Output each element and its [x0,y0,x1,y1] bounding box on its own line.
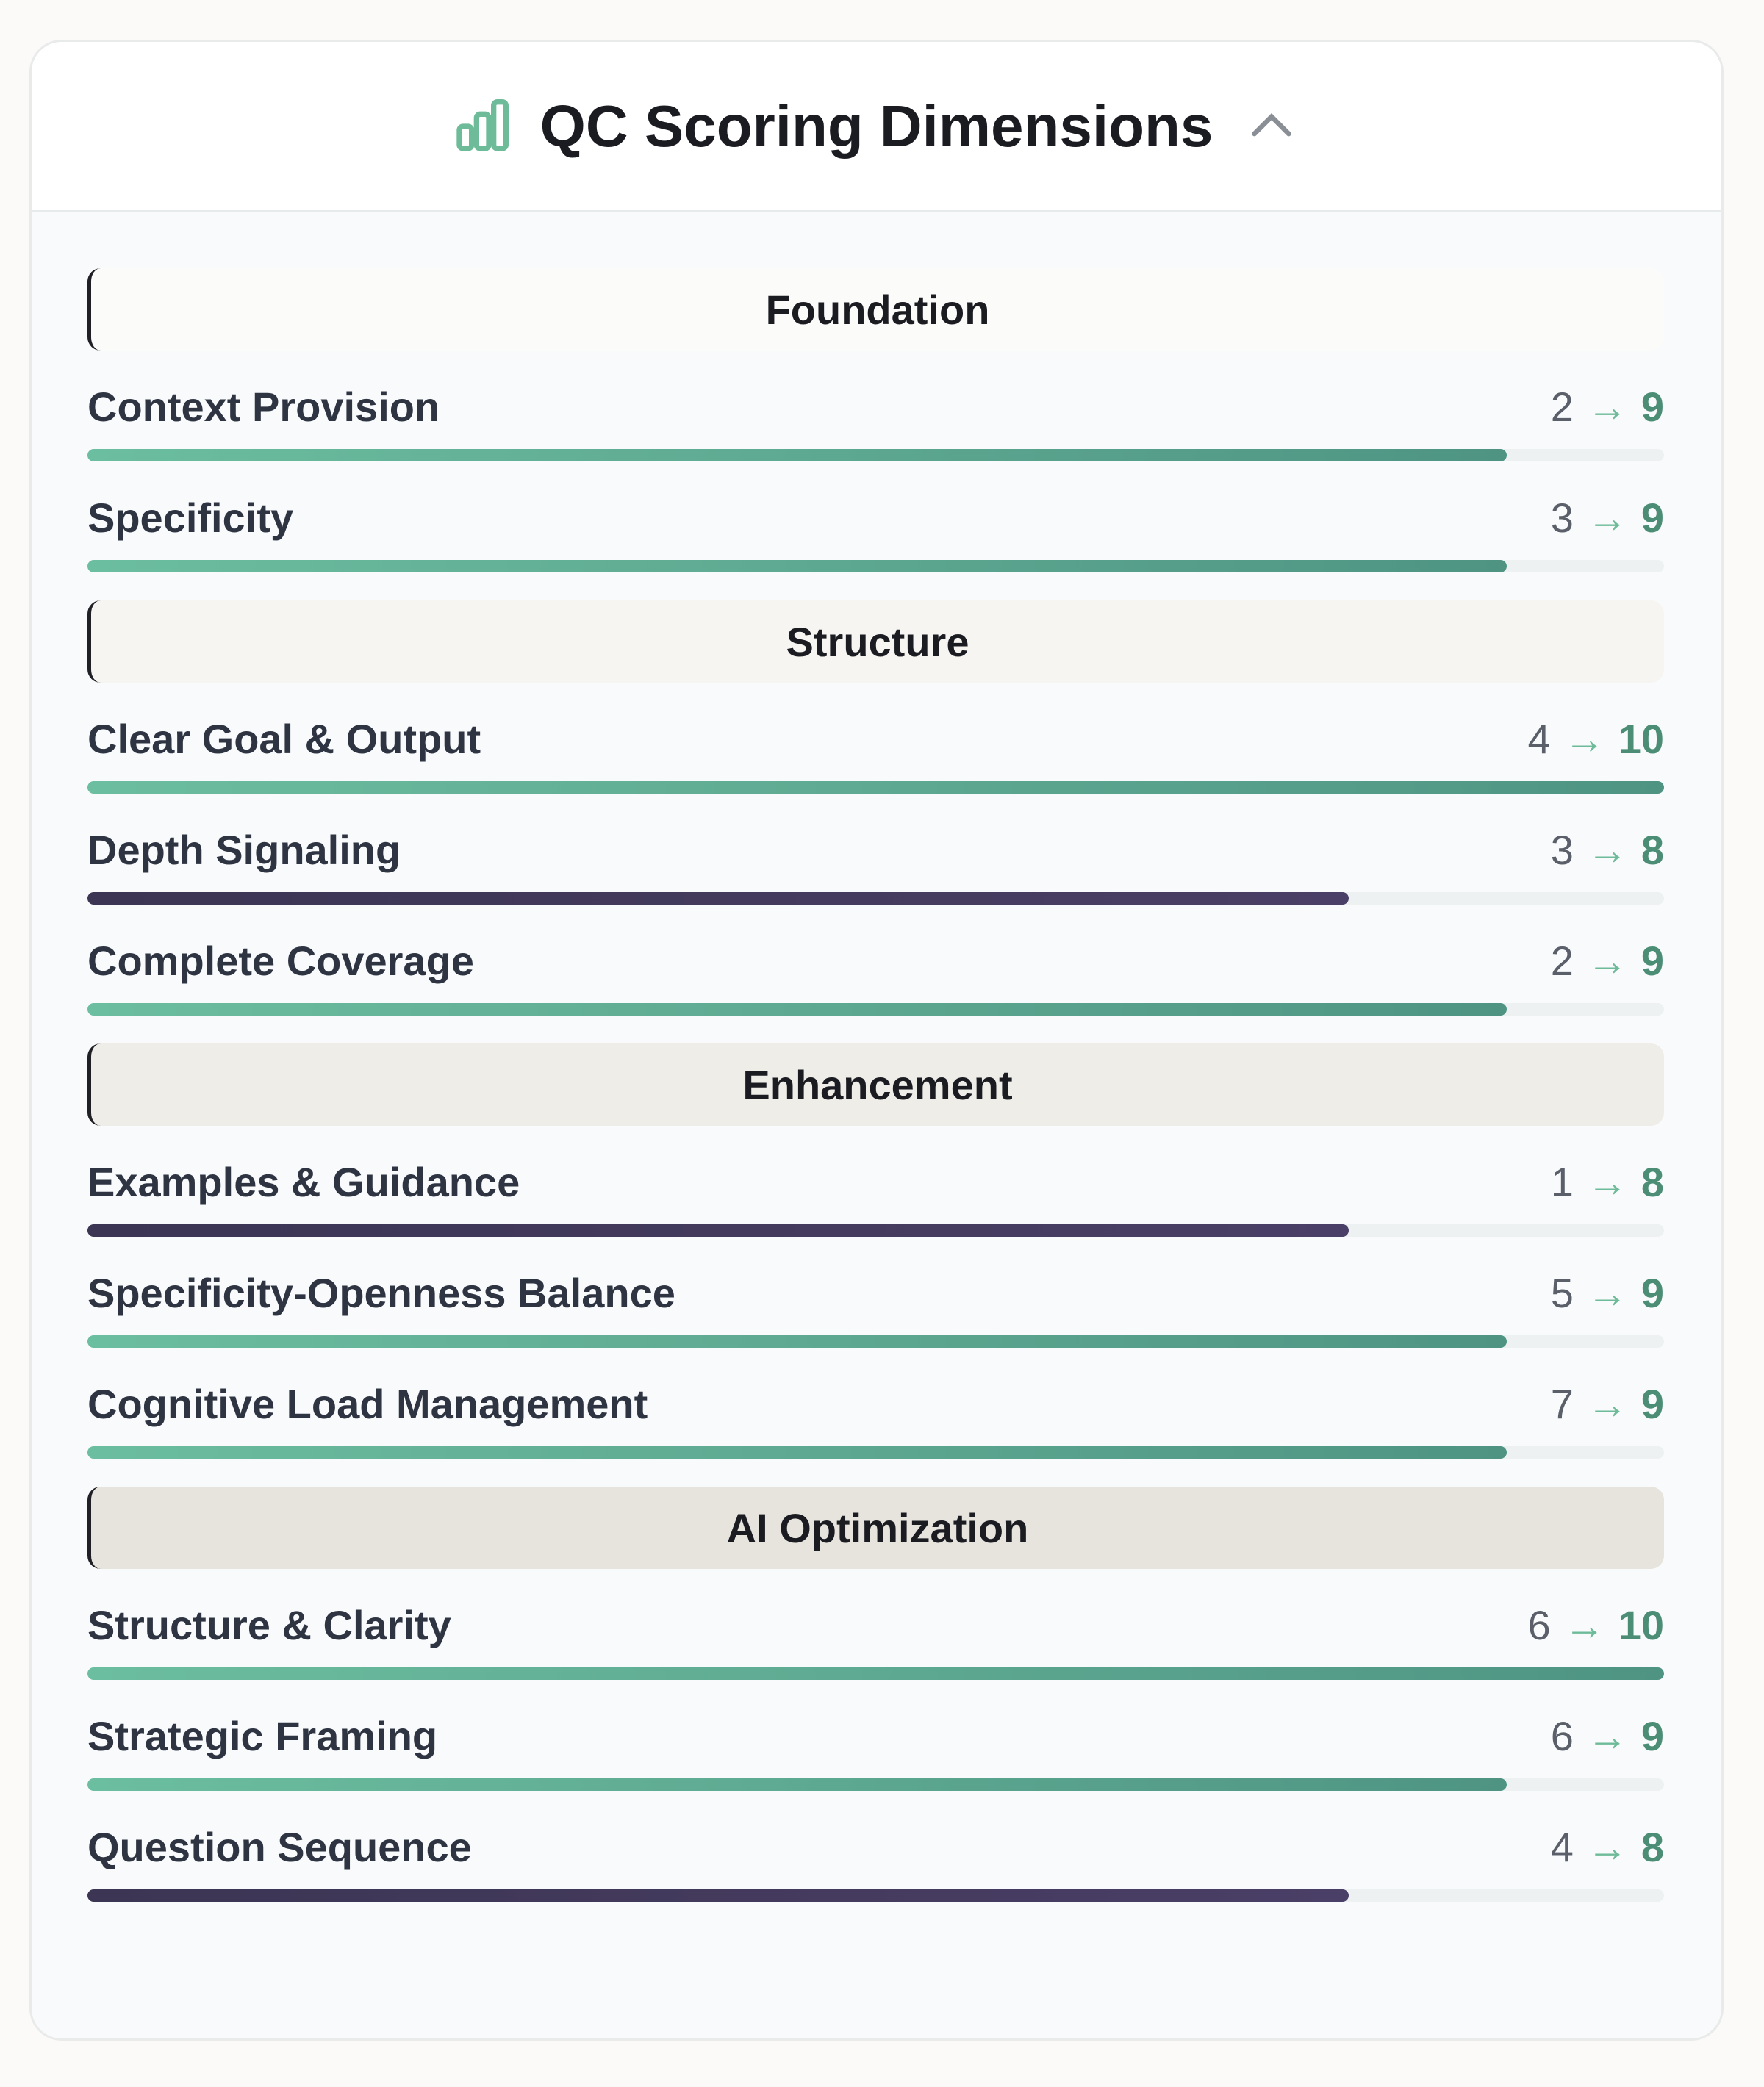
dimension-label: Depth Signaling [87,826,401,873]
score-bar [87,1667,1664,1680]
score-after: 10 [1618,715,1664,762]
score-change [1551,1269,1664,1317]
score-after: 9 [1641,1380,1664,1427]
score-change [1551,1823,1664,1871]
dimension-group [87,1044,1664,1459]
group-header [87,1487,1664,1569]
arrow-right-icon: → [1586,1380,1628,1427]
dimension-groups [32,212,1721,1902]
score-bar-fill [87,1667,1664,1680]
qc-scoring-card [29,40,1724,2041]
score-change [1551,1712,1664,1760]
score-before: 4 [1550,1823,1574,1870]
score-before: 4 [1527,715,1551,762]
score-bar-fill [87,1003,1507,1016]
group-header [87,600,1664,683]
dimension-label: Specificity [87,494,294,541]
score-bar [87,1335,1664,1348]
arrow-right-icon: → [1586,826,1628,873]
score-before: 5 [1550,1269,1574,1316]
dimension-label: Question Sequence [87,1823,472,1870]
score-after: 10 [1618,1601,1664,1648]
group-header [87,1044,1664,1126]
score-bar [87,449,1664,461]
dimension-row [87,905,1664,1016]
score-bar-fill [87,1778,1507,1791]
score-bar-fill [87,1335,1507,1348]
dimension-label: Clear Goal & Output [87,715,481,762]
arrow-right-icon: → [1586,383,1628,430]
dimension-row [87,1569,1664,1680]
score-bar-fill [87,1224,1349,1237]
score-change [1551,826,1664,874]
score-after: 9 [1641,1712,1664,1759]
dimension-row [87,683,1664,794]
dimension-group [87,268,1664,572]
dimension-row [87,461,1664,572]
score-before: 6 [1550,1712,1574,1759]
dimension-row [87,1680,1664,1791]
group-title: AI Optimization [726,1504,1029,1551]
score-bar-fill [87,892,1349,905]
dimension-label: Complete Coverage [87,937,474,984]
arrow-right-icon: → [1586,1158,1628,1205]
score-after: 9 [1641,937,1664,984]
dimension-group [87,600,1664,1016]
score-bar [87,1003,1664,1016]
dimension-label: Examples & Guidance [87,1158,520,1205]
card-title: QC Scoring Dimensions [539,93,1213,159]
score-before: 3 [1550,494,1574,541]
group-header [87,268,1664,351]
dimension-label: Specificity-Openness Balance [87,1269,675,1316]
group-title: Foundation [765,286,990,333]
dimension-label: Cognitive Load Management [87,1380,648,1427]
score-before: 1 [1550,1158,1574,1205]
dimension-row [87,1791,1664,1902]
dimension-group [87,1487,1664,1902]
score-change [1551,383,1664,431]
dimension-row [87,1348,1664,1459]
score-before: 7 [1550,1380,1574,1427]
dimension-row [87,794,1664,905]
dimension-row [87,351,1664,461]
score-bar-fill [87,560,1507,572]
score-bar-fill [87,781,1664,794]
score-change [1528,1601,1664,1649]
score-change [1528,715,1664,763]
score-bar [87,560,1664,572]
chevron-up-icon[interactable] [1242,97,1301,156]
dimension-label: Structure & Clarity [87,1601,451,1648]
score-before: 2 [1550,937,1574,984]
dimension-label: Context Provision [87,383,440,430]
score-bar [87,1224,1664,1237]
score-after: 8 [1641,1158,1664,1205]
group-title: Enhancement [742,1061,1013,1108]
arrow-right-icon: → [1586,1269,1628,1316]
score-bar [87,892,1664,905]
score-before: 2 [1550,383,1574,430]
score-after: 8 [1641,826,1664,873]
score-after: 9 [1641,1269,1664,1316]
score-bar [87,1778,1664,1791]
card-header[interactable] [32,42,1721,212]
score-bar-fill [87,1889,1349,1902]
arrow-right-icon: → [1586,494,1628,541]
group-title: Structure [786,618,969,665]
score-change [1551,494,1664,542]
score-bar [87,1446,1664,1459]
score-bar-fill [87,449,1507,461]
dimension-row [87,1237,1664,1348]
arrow-right-icon: → [1586,937,1628,984]
arrow-right-icon: → [1586,1823,1628,1870]
score-bar [87,1889,1664,1902]
score-bar-fill [87,1446,1507,1459]
dimension-label: Strategic Framing [87,1712,438,1759]
score-before: 6 [1527,1601,1551,1648]
dimension-row [87,1126,1664,1237]
score-after: 8 [1641,1823,1664,1870]
score-bar [87,781,1664,794]
score-change [1551,1158,1664,1206]
score-change [1551,1380,1664,1428]
bar-chart-icon [452,97,511,156]
score-change [1551,937,1664,985]
score-before: 3 [1550,826,1574,873]
score-after: 9 [1641,383,1664,430]
arrow-right-icon: → [1563,1601,1605,1648]
arrow-right-icon: → [1563,715,1605,762]
score-after: 9 [1641,494,1664,541]
arrow-right-icon: → [1586,1712,1628,1759]
